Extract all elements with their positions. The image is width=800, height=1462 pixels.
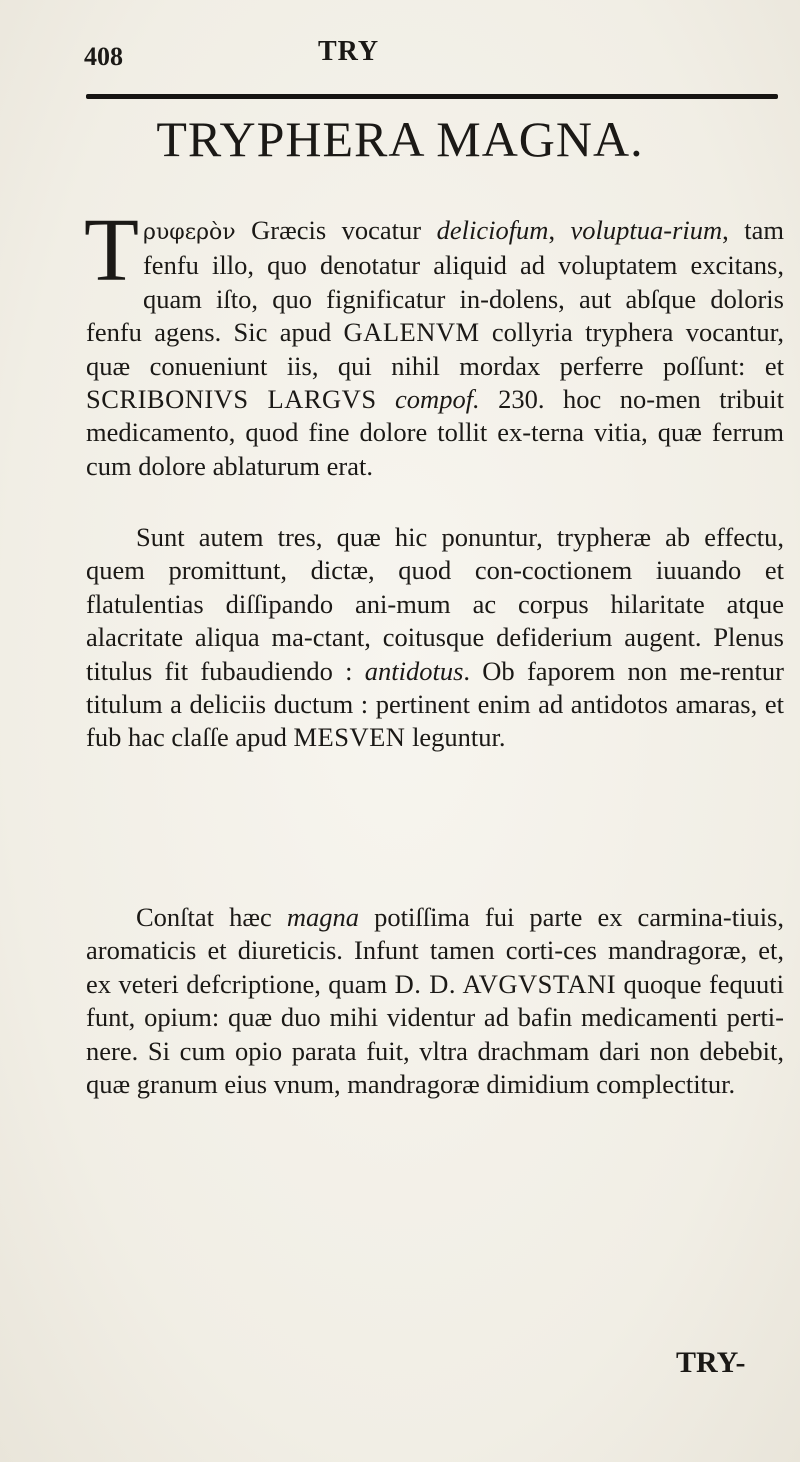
page-number: 408 [84,42,123,71]
p2-text-2: . Ob faporem non me-rentur titulum a deliciis ductum : pertinent enim ad antidotos amaras, et fub hac claſſe apud [86,655,784,753]
p3-text-3: quoque fequuti funt, opium: quæ duo mihi videntur ad bafin medicamenti perti-nere. Si cum opio parata fuit, vltra drachmam dari non debebit, quæ granum eius vnum, mandragoræ dimidium complectitur. [86,968,784,1100]
p1-italic-3: compof. [395,384,480,415]
running-head: TRY [318,36,380,67]
p1-italic-1: deliciofum [436,215,549,245]
greek-word: ρυφερὸν [142,220,236,245]
p1-text-5 [377,384,395,414]
header-rule [86,94,778,99]
paragraph-2 [86,521,784,755]
section-title: TRYPHERA MAGNA. [156,111,644,167]
p2-italic-1: antidotus [364,655,464,686]
p1-text-6: 230. hoc no-men tribuit medicamento, quod fine dolore tollit ex-terna vitia, quæ ferrum cum dolore ablaturum erat. [86,384,784,481]
p1-name-scribonius: SCRIBONIVS LARGVS [86,384,377,415]
p1-text-1: Græcis vocatur [235,215,437,245]
p3-text-1: Conſtat hæc [136,902,287,932]
page-header [84,36,784,86]
p2-text-3: leguntur. [405,722,506,753]
p1-italic-2: voluptua-rium [570,215,723,245]
p1-text-2: , [548,215,571,245]
paragraph-3 [86,901,784,1101]
p3-italic-1: magna [286,902,360,932]
drop-cap: T [84,201,139,300]
p1-text-4: collyria tryphera vocantur, quæ conueniunt iis, qui nihil mordax perferre poſſunt: et [86,317,785,381]
p3-text-2: potiſſima fui parte ex carmina-tiuis, aromaticis et diureticis. Infunt tamen corti-ces mandragoræ, et, ex veteri defcriptione, quam [86,902,784,999]
p3-name-augustani: D. D. AVGVSTANI [394,968,617,999]
catchword: TRY- [676,1346,746,1379]
p1-text-3: , tam fenfu illo, quo denotatur aliquid ad voluptatem excitans, quam iſto, quo fignificatur in-dolens, aut abſque doloris fenfu agens. Sic apud [86,215,784,348]
p1-name-galen: GALENVM [343,317,480,348]
p2-text-1: Sunt autem tres, quæ hic ponuntur, trypheræ ab effectu, quem promittunt, dictæ, quod con-coctionem iuuando et flatulentias diſſipando ani-mum ac corpus hilaritate atque alacritate aliqua ma-ctant, coitusque defiderium augent. Plenus titulus fit fubaudiendo : [86,522,784,686]
p2-name-mesuen: MESVEN [293,722,406,753]
paragraph-1 [84,201,785,483]
